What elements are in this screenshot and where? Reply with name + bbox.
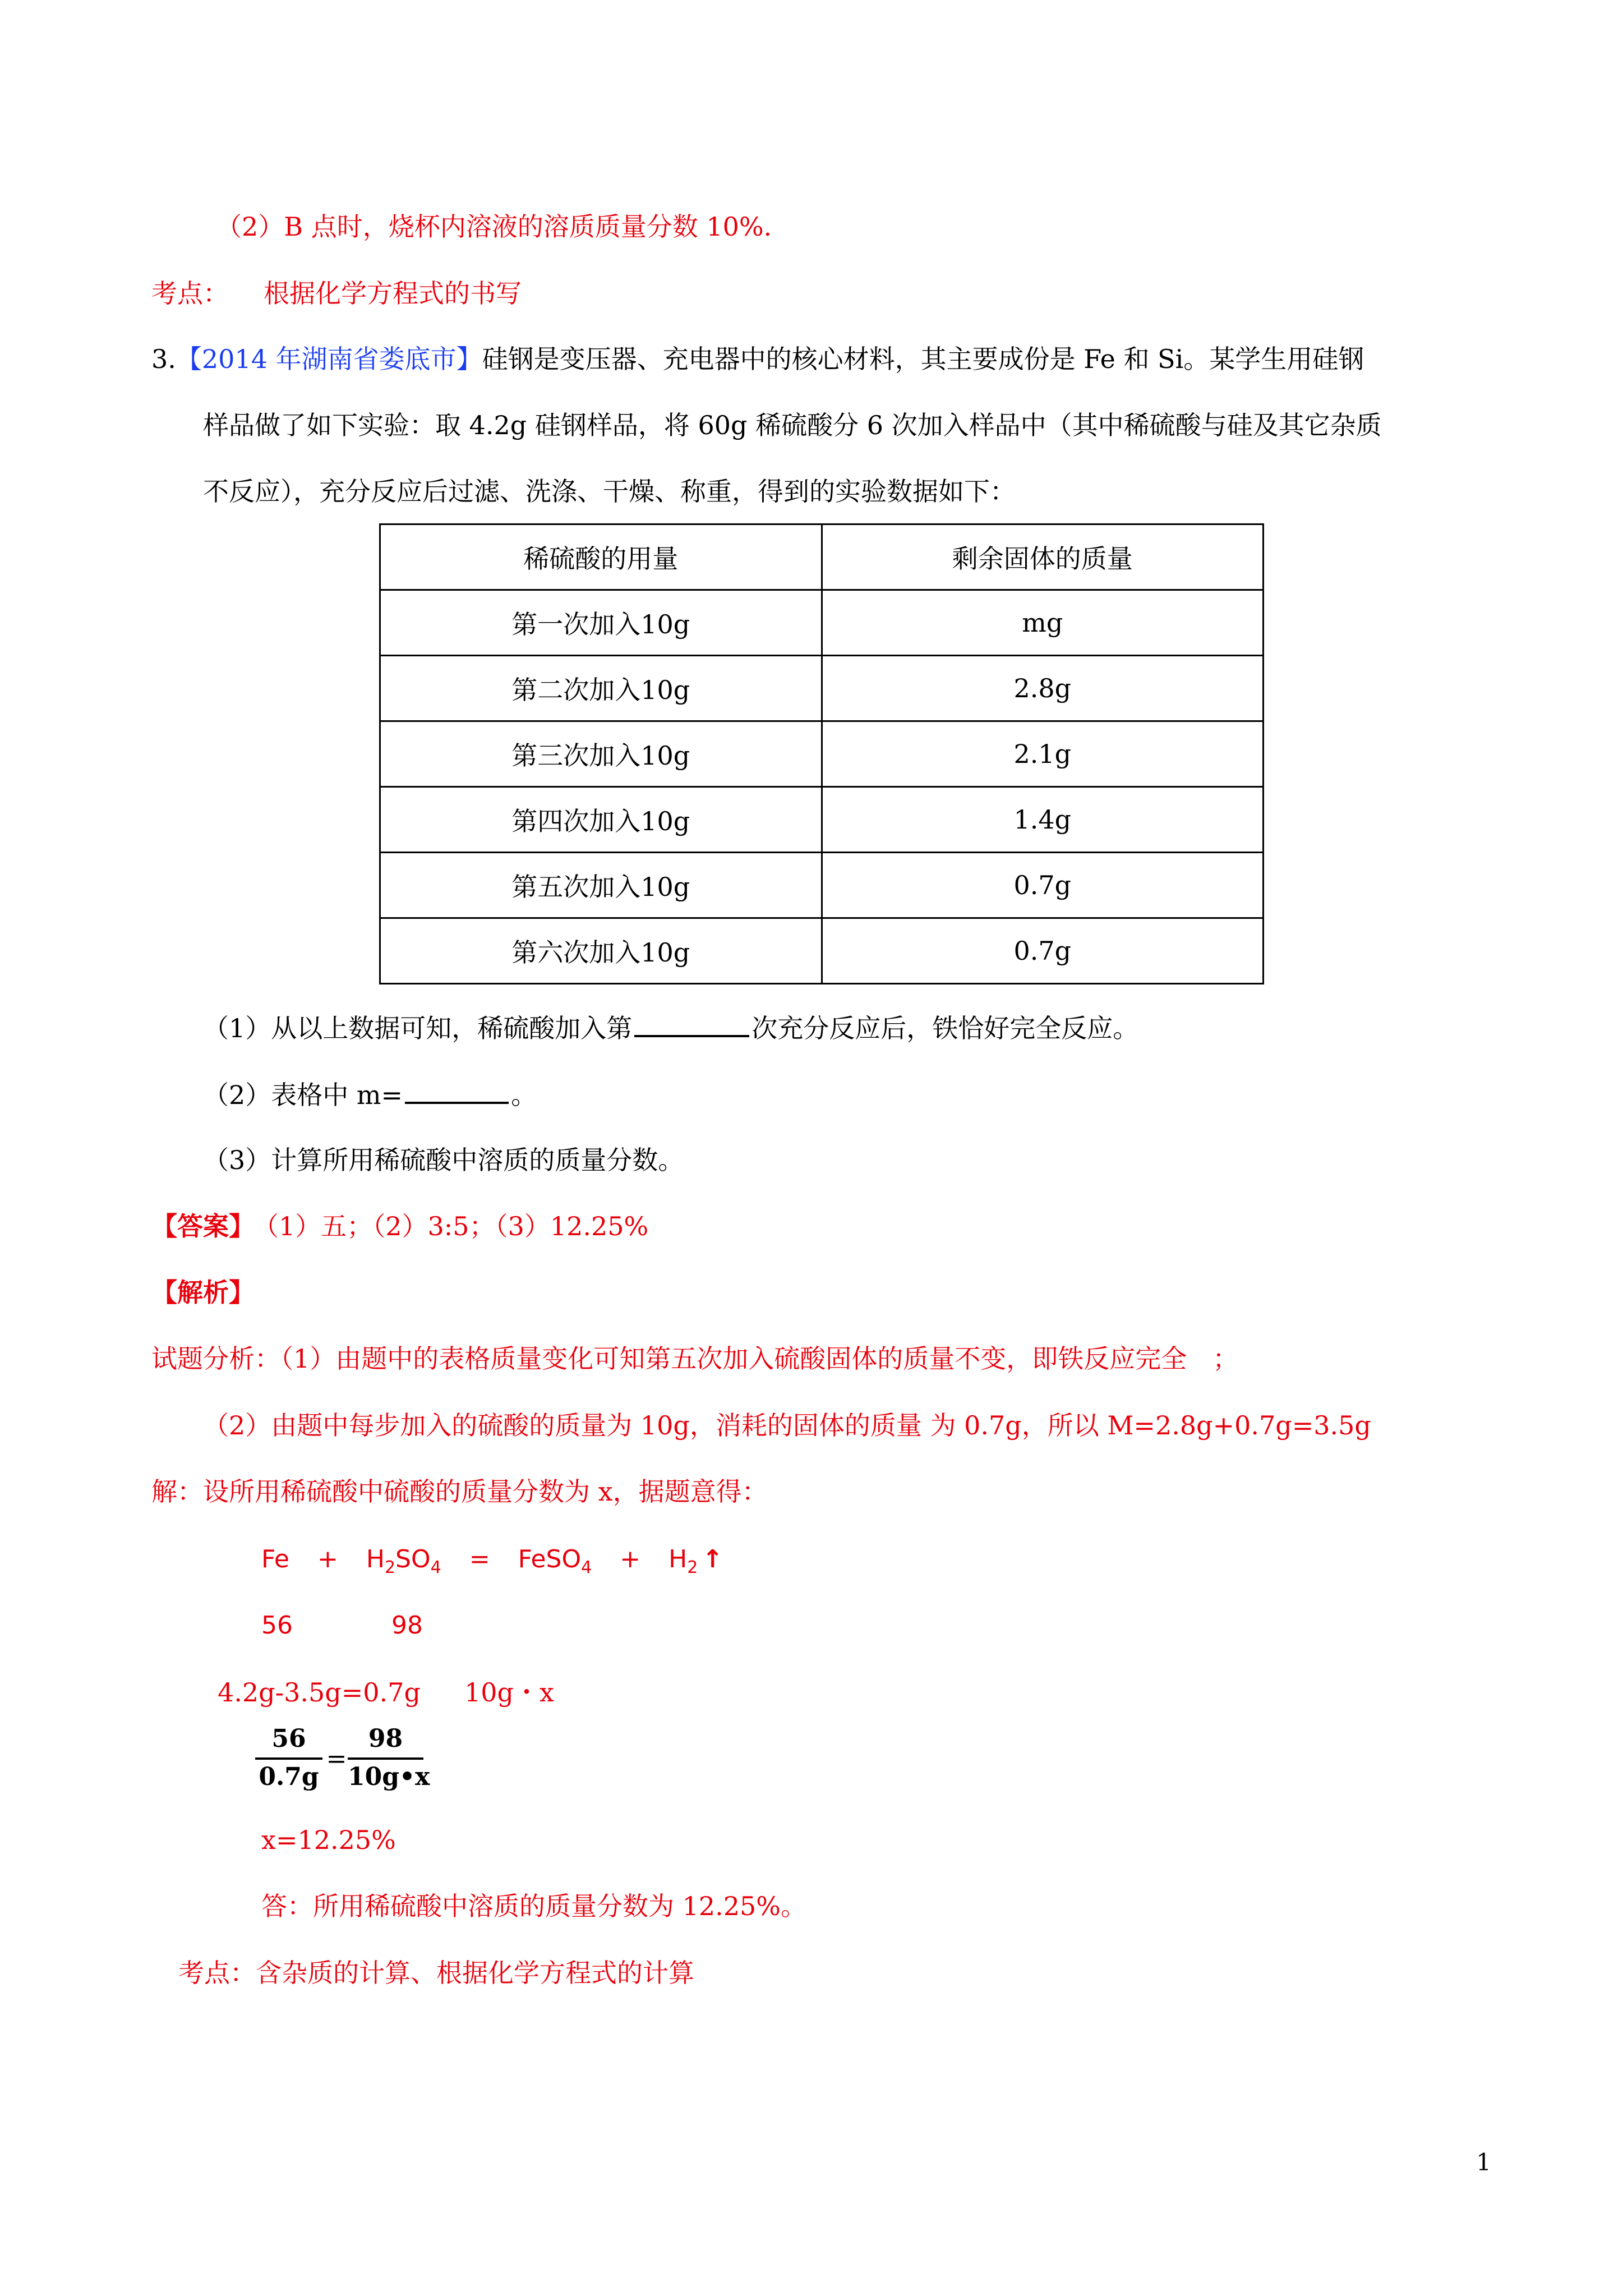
eq-sub-2a: 2 xyxy=(384,1558,396,1577)
q3-sub1-a: （1）从以上数据可知，稀硫酸加入第 xyxy=(203,1013,633,1043)
table-cell: 第四次加入10g xyxy=(380,787,822,853)
table-cell: 1.4g xyxy=(822,787,1264,853)
eq-feso: FeSO xyxy=(518,1545,582,1573)
gas-arrow-icon: ↑ xyxy=(702,1545,723,1573)
table-row xyxy=(380,853,1264,918)
q3-stem-line3: 不反应），充分反应后过滤、洗涤、干燥、称重，得到的实验数据如下： xyxy=(203,476,1016,507)
prev-item2: （2）B 点时，烧杯内溶液的溶质质量分数 10%. xyxy=(216,211,772,242)
mass-h2so4: 98 xyxy=(391,1611,423,1640)
mass-fe: 56 xyxy=(261,1611,293,1640)
table-cell: 0.7g xyxy=(822,918,1264,984)
given-fe: 4.2g-3.5g=0.7g xyxy=(218,1677,421,1708)
eq-fe: Fe xyxy=(261,1545,289,1573)
eq-plus-2: + xyxy=(620,1545,641,1573)
table-row xyxy=(380,721,1264,787)
eq-h: H xyxy=(366,1545,385,1573)
eq-plus-1: + xyxy=(317,1545,338,1573)
answer-blank-1[interactable] xyxy=(634,1010,749,1037)
answer-line xyxy=(151,1209,648,1243)
q3-source: 【2014 年湖南省娄底市】 xyxy=(176,344,482,374)
eq-equals: = xyxy=(469,1545,490,1573)
table-cell: 第六次加入10g xyxy=(380,918,822,984)
eq-h2: H xyxy=(668,1545,688,1573)
table-header-cell: 稀硫酸的用量 xyxy=(380,524,822,590)
page-number: 1 xyxy=(1476,2148,1491,2176)
chemical-equation xyxy=(261,1543,723,1576)
eq-so: SO xyxy=(395,1545,431,1573)
conclusion: 答：所用稀硫酸中溶质的质量分数为 12.25%。 xyxy=(261,1891,807,1921)
table-cell: 2.8g xyxy=(822,656,1264,721)
table-header-cell: 剩余固体的质量 xyxy=(822,524,1264,590)
answer-blank-2[interactable] xyxy=(405,1077,509,1104)
table-cell: 2.1g xyxy=(822,721,1264,787)
q3-sub1-b: 次充分反应后，铁恰好完全反应。 xyxy=(751,1013,1139,1043)
analysis-line3: 解：设所用稀硫酸中硫酸的质量分数为 x，据题意得： xyxy=(151,1476,768,1507)
q3-sub2 xyxy=(203,1077,537,1112)
table-cell: 第二次加入10g xyxy=(380,656,822,721)
prev-kaodian-label: 考点： xyxy=(151,278,229,309)
q3-sub2-a: （2）表格中 m= xyxy=(203,1080,403,1110)
table-cell: 第一次加入10g xyxy=(380,590,822,656)
given-acid: 10g・x xyxy=(464,1677,554,1708)
q3-stem-line2: 样品做了如下实验：取 4.2g 硅钢样品，将 60g 稀硫酸分 6 次加入样品中（其中稀硫酸与硅及其它杂质 xyxy=(203,410,1382,440)
fraction-bar-2 xyxy=(348,1757,423,1760)
q3-stem-line1 xyxy=(151,342,1364,376)
table-row xyxy=(380,787,1264,853)
table-cell: 0.7g xyxy=(822,853,1264,918)
x-result: x=12.25% xyxy=(261,1825,396,1855)
table-row xyxy=(380,590,1264,656)
fraction-equals: = xyxy=(326,1745,347,1773)
q3-stem-text1: 硅钢是变压器、充电器中的核心材料，其主要成份是 Fe 和 Si。某学生用硅钢 xyxy=(482,344,1364,374)
table-row xyxy=(380,918,1264,984)
analysis-line1: 试题分析：（1）由题中的表格质量变化可知第五次加入硫酸固体的质量不变，即铁反应完全 ； xyxy=(151,1343,1239,1374)
fraction-numerator-2: 98 xyxy=(368,1724,403,1753)
table-cell: 第五次加入10g xyxy=(380,853,822,918)
fraction-bar-1 xyxy=(255,1757,322,1760)
table-cell: mg xyxy=(822,590,1264,656)
eq-sub-4a: 4 xyxy=(430,1558,441,1577)
q3-number: 3. xyxy=(151,344,176,374)
analysis-label: 【解析】 xyxy=(151,1277,255,1308)
fraction-numerator-1: 56 xyxy=(271,1724,306,1753)
q3-sub1 xyxy=(203,1010,1138,1045)
table-cell: 第三次加入10g xyxy=(380,721,822,787)
analysis-kaodian: 考点：含杂质的计算、根据化学方程式的计算 xyxy=(178,1958,694,1988)
q3-sub2-b: 。 xyxy=(511,1080,537,1110)
answer-label: 【答案】 xyxy=(151,1211,255,1241)
experiment-table xyxy=(379,523,1264,984)
fraction-denominator-1: 0.7g xyxy=(259,1763,319,1791)
q3-sub3: （3）计算所用稀硫酸中溶质的质量分数。 xyxy=(203,1145,684,1175)
table-header-row xyxy=(380,524,1264,590)
eq-sub-4b: 4 xyxy=(581,1558,592,1577)
answer-text: （1）五；（2）3:5；（3）12.25% xyxy=(266,1211,649,1241)
analysis-line2: （2）由题中每步加入的硫酸的质量为 10g，消耗的固体的质量 为 0.7g，所以 M=2.8g+0.7g=3.5g xyxy=(203,1410,1371,1441)
fraction-denominator-2: 10g•x xyxy=(348,1763,430,1791)
table-row xyxy=(380,656,1264,721)
prev-kaodian-text: 根据化学方程式的书写 xyxy=(264,278,522,309)
eq-sub-2b: 2 xyxy=(687,1558,698,1577)
